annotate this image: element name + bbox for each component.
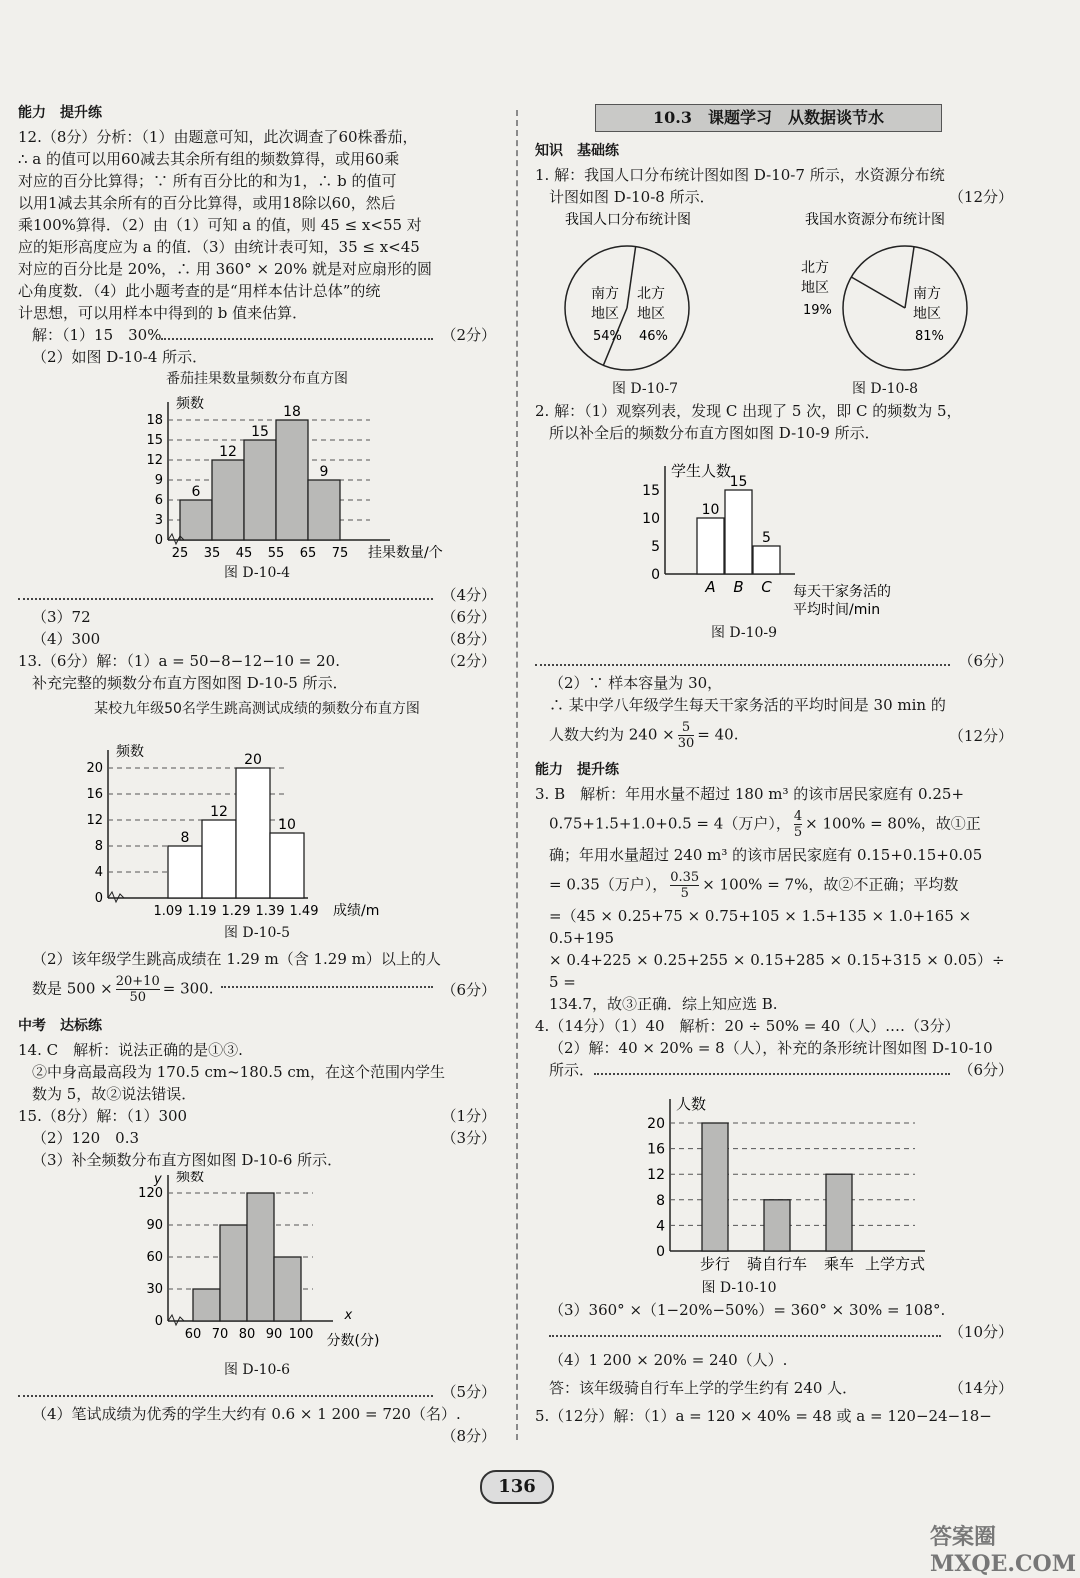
q5-line-1: 5.（12分）解：（1）a = 120 × 40% = 48 或 a = 120−24−18− (535, 1407, 992, 1425)
q13-part-2-formula (18, 974, 496, 1005)
answer-text: 解：（1）15 30% (32, 326, 162, 344)
pie-slice-value: 46% (639, 329, 668, 344)
histogram-bar (274, 1257, 301, 1321)
x-category-label: 步行 (699, 1255, 731, 1273)
y-axis-label: 学生人数 (671, 462, 732, 480)
q15-line-1 (18, 1105, 496, 1127)
formula-prefix: = 0.35（万户）， (549, 875, 668, 894)
bar-value-label: 20 (244, 752, 262, 768)
q4-part-3: （3）360° ×（1−20%−50%）= 360° × 30% = 108°. (549, 1301, 946, 1319)
y-tick-label: 4 (94, 865, 103, 880)
y-tick-label: 0 (94, 891, 103, 906)
pie-slice-edge (627, 247, 636, 308)
numerator: 5 (678, 720, 695, 736)
q12-answer-4 (18, 628, 496, 650)
figure-caption: 图 D-10-10 (701, 1280, 777, 1296)
pie-slice-label: 地区 (591, 306, 619, 322)
x-tick-label: 80 (238, 1327, 256, 1342)
y-tick-label: 15 (642, 483, 660, 499)
pie-title: 我国人口分布统计图 (565, 212, 691, 228)
pie-slice-edge (851, 277, 905, 308)
y-axis-label: 频数 (116, 744, 144, 760)
x-tick-label: 1.09 (153, 904, 183, 919)
q4-answer (535, 1377, 1013, 1399)
x-axis-label: 分数(分) (326, 1333, 380, 1349)
q15-line-4: （4）笔试成绩为优秀的学生大约有 0.6 × 1 200 = 720（名）. (32, 1405, 461, 1423)
chart-title: 某校九年级50名学生跳高测试成绩的频数分布直方图 (94, 701, 420, 717)
formula (32, 974, 213, 1005)
analysis-line: 以用1减去其余所有的百分比算得，或用18除以60，然后 (18, 194, 396, 212)
x-tick-label: 25 (171, 546, 189, 561)
bar-value-label: 8 (180, 830, 190, 846)
formula-suffix: × 100% = 7%，故②不正确；平均数 (702, 875, 959, 894)
chart-d-10-10 (535, 1081, 1013, 1281)
figure-caption: 图 D-10-4 (223, 565, 291, 581)
watermark-logo: 答案圈 MXQE.COM (930, 1524, 1077, 1577)
score-label: （6分） (441, 608, 496, 626)
analysis-line: 计思想，可以用样本中得到的 b 值来估算． (18, 304, 308, 322)
score-label: （4分） (441, 586, 496, 604)
q4-line-2: （2）解：40 × 20% = 8（人），补充的条形统计图如图 D-10-10 (549, 1039, 993, 1057)
x-tick-label: 1.19 (187, 904, 217, 919)
fraction (794, 809, 802, 840)
q1-line-1: 1. 解：我国人口分布统计图如图 D-10-7 所示，水资源分布统 (535, 166, 945, 184)
q2-line-2: 所以补全后的频数分布直方图如图 D-10-9 所示． (549, 424, 880, 442)
pie-slice-label: 南方 (913, 286, 941, 302)
formula-prefix: 0.75+1.5+1.0+0.5 = 4（万户）， (549, 814, 791, 833)
y-tick-label: 18 (146, 413, 163, 428)
x-tick-label: 65 (299, 546, 317, 561)
histogram-bar (276, 420, 308, 540)
histogram-bar (308, 480, 340, 540)
axis-break (168, 1315, 184, 1325)
q15-line-2 (18, 1127, 496, 1149)
answer-text: （4）300 (32, 630, 101, 648)
numerator: 4 (793, 809, 803, 824)
y-tick-label: 6 (154, 493, 163, 508)
pie-title: 我国水资源分布统计图 (805, 212, 945, 228)
x-tick-label: 55 (267, 546, 285, 561)
bar (764, 1200, 790, 1251)
histogram-bar (193, 1289, 220, 1321)
y-tick-label: 60 (146, 1250, 163, 1265)
score-line (18, 1425, 496, 1447)
analysis-line: 对应的百分比是 20%，∴ 用 360° × 20% 就是对应扇形的圆 (18, 260, 432, 278)
pie-slice-label: 北方 (637, 286, 665, 302)
pie-slice-label: 北方 (801, 260, 829, 276)
q14-line-2: ②中身高最高段为 170.5 cm~180.5 cm，在这个范围内学生 (32, 1063, 446, 1081)
bar (725, 490, 752, 574)
analysis-line: 对应的百分比算得；∵ 所有百分比的和为1，∴ b 的值可 (18, 172, 397, 190)
score-label: （6分） (958, 652, 1013, 670)
figure-caption: 图 D-10-8 (851, 381, 919, 397)
x-category-label: B (733, 578, 744, 596)
analysis-line: 应的矩形高度应为 a 的值．（3）由统计表可知，35 ≤ x<45 (18, 238, 420, 256)
figure-caption: 图 D-10-9 (710, 625, 778, 641)
pie-slice-value: 54% (593, 329, 622, 344)
score-label: （1分） (441, 1107, 496, 1125)
section-heading: 中考 达标练 (18, 1018, 102, 1034)
q3-line-3: 确；年用水量超过 240 m³ 的该市居民家庭有 0.15+0.15+0.05 (549, 846, 983, 864)
bar-value-label: 15 (729, 474, 748, 490)
y-tick-label: 120 (138, 1186, 163, 1201)
q12-answer-1 (18, 324, 496, 346)
y-tick-label: 0 (656, 1244, 665, 1260)
left-column (18, 100, 496, 1447)
score-label: （6分） (441, 980, 496, 999)
x-axis-label: 成绩/m (333, 903, 380, 919)
answer-text: 答：该年级骑自行车上学的学生约有 240 人． (549, 1379, 858, 1397)
y-tick-label: 12 (647, 1167, 665, 1184)
q2-line-1: 2. 解：（1）观察列表，发现 C 出现了 5 次，即 C 的频数为 5， (535, 402, 962, 420)
x-axis-name: x (344, 1308, 353, 1323)
q3-line-6: × 0.4+225 × 0.25+255 × 0.15+285 × 0.15+315 × 0.05）÷ 5 = (549, 951, 1005, 991)
bar-chart (535, 444, 1013, 622)
pie-slice-value: 81% (915, 329, 944, 344)
pie-slice-label: 南方 (591, 286, 619, 302)
histogram-bar (220, 1225, 247, 1321)
bar-value-label: 5 (762, 530, 771, 546)
q3-line-2 (535, 809, 1013, 840)
q3-line-4 (535, 870, 1013, 901)
denominator: 50 (129, 990, 147, 1005)
histogram-bar (168, 846, 202, 898)
score-label: （6分） (958, 1061, 1013, 1079)
bar-value-label: 10 (278, 817, 296, 833)
q14-line-3: 数为 5，故②说法错误． (32, 1085, 197, 1103)
histogram-chart (18, 1171, 496, 1361)
analysis-line: ∴ a 的值可以用60减去其余所有组的频数算得，或用60乘 (18, 150, 400, 168)
y-tick-label: 20 (647, 1116, 665, 1132)
y-tick-label: 0 (651, 567, 660, 583)
chart-title: 番茄挂果数量频数分布直方图 (166, 371, 348, 387)
x-tick-label: 75 (331, 546, 349, 561)
q13-line-2: 补充完整的频数分布直方图如图 D-10-5 所示． (32, 674, 348, 692)
q2-part-2c (535, 720, 1013, 751)
y-tick-label: 90 (146, 1218, 163, 1233)
y-tick-label: 30 (146, 1282, 163, 1297)
bar-value-label: 9 (319, 464, 329, 480)
y-axis-label: 频数 (176, 396, 204, 412)
score-label: （12分） (948, 188, 1013, 206)
y-tick-label: 16 (86, 787, 103, 802)
score-label: （5分） (441, 1383, 496, 1401)
x-tick-label: 45 (235, 546, 253, 561)
section-heading: 能力 提升练 (18, 105, 102, 121)
bar-value-label: 10 (701, 502, 720, 518)
bar (697, 518, 724, 574)
x-tick-label: 100 (288, 1327, 314, 1342)
figure-caption: 图 D-10-5 (223, 925, 291, 941)
score-label: （10分） (948, 1323, 1013, 1341)
pie-slice-label: 地区 (801, 280, 829, 296)
score-label: （14分） (948, 1379, 1013, 1397)
x-tick-label: 70 (211, 1327, 229, 1342)
formula-prefix: 数是 500 × (32, 979, 113, 998)
numerator: 20+10 (115, 974, 160, 989)
y-axis-label: 频数 (176, 1171, 204, 1185)
answer-text: （3）72 (32, 608, 91, 626)
q13-part-2: （2）该年级学生跳高成绩在 1.29 m（含 1.29 m）以上的人 (32, 950, 441, 968)
y-tick-label: 20 (86, 761, 103, 776)
pie-captions (535, 378, 1013, 400)
bar (753, 546, 780, 574)
formula-suffix: = 40. (697, 725, 739, 744)
axis-break (108, 892, 124, 902)
x-axis-label: 平均时间/min (793, 602, 881, 618)
formula-suffix: × 100% = 80%，故①正 (805, 814, 981, 833)
bar-value-label: 15 (251, 424, 269, 440)
score-label: （8分） (441, 1427, 496, 1445)
pie-slice-value: 19% (803, 303, 832, 318)
page-number: 136 (480, 1470, 554, 1504)
y-tick-label: 4 (656, 1218, 665, 1235)
section-header: 10.3 课题学习 从数据谈节水 (595, 104, 942, 132)
x-category-label: C (761, 578, 772, 596)
q1-line-2 (535, 186, 1013, 208)
analysis-line: 心角度数．（4）此小题考查的是“用样本估计总体”的统 (18, 282, 381, 300)
q15-line-3: （3）补全频数分布直方图如图 D-10-6 所示． (32, 1151, 343, 1169)
answer-text: （2）120 0.3 (32, 1129, 140, 1147)
numerator: 0.35 (670, 870, 700, 885)
column-divider (516, 110, 518, 1440)
x-tick-label: 35 (203, 546, 221, 561)
chart-d-10-4 (18, 368, 496, 568)
figure-caption: 图 D-10-7 (611, 381, 679, 397)
score-label: （2分） (441, 652, 496, 670)
x-tick-label: 60 (184, 1327, 202, 1342)
x-axis-label: 挂果数量/个 (368, 545, 443, 561)
section-heading: 知识 基础练 (535, 143, 619, 159)
histogram-bar (270, 833, 304, 898)
pie-charts-svg (535, 208, 1013, 378)
x-category-label: 乘车 (823, 1255, 855, 1273)
q12-answer-2: （2）如图 D-10-4 所示． (32, 348, 208, 366)
q3-line-5: =（45 × 0.25+75 × 0.75+105 × 1.5+135 × 1.0+165 × 0.5+195 (549, 907, 972, 947)
histogram-chart (18, 390, 496, 566)
x-category-label: 骑自行车 (746, 1255, 808, 1273)
y-tick-label: 8 (94, 839, 103, 854)
bar (702, 1123, 728, 1251)
x-tick-label: 90 (265, 1327, 283, 1342)
bar-value-label: 6 (191, 484, 201, 500)
section-heading: 能力 提升练 (535, 762, 619, 778)
y-axis-name: y (154, 1172, 162, 1187)
y-axis-label: 人数 (676, 1095, 707, 1113)
histogram-chart (18, 720, 496, 926)
chart-d-10-5 (18, 698, 496, 928)
q3-line-1: 3. B 解析：年用水量不超过 180 m³ 的该市居民家庭有 0.25+ (535, 785, 965, 803)
bar-value-label: 18 (283, 404, 301, 420)
chart-d-10-9 (535, 444, 1013, 622)
y-tick-label: 3 (154, 513, 163, 528)
answer-text: 13.（6分）解：（1）a = 50−8−12−10 = 20. (18, 652, 340, 670)
y-tick-label: 12 (146, 453, 163, 468)
score-label: （8分） (441, 630, 496, 648)
score-label: （3分） (441, 1129, 496, 1147)
y-tick-label: 10 (642, 511, 660, 527)
q14-line-1: 14. C 解析：说法正确的是①③. (18, 1041, 243, 1059)
q4-part-4: （4）1 200 × 20% = 240（人）. (549, 1351, 788, 1369)
pie-slice-label: 地区 (913, 306, 941, 322)
q4-line-1: 4.（14分）（1）40 解析：20 ÷ 50% = 40（人）.…（3分） (535, 1017, 960, 1035)
q3-line-7: 134.7，故③正确．综上知应选 B. (549, 995, 778, 1013)
bar (826, 1174, 852, 1251)
answer-text: 计图如图 D-10-8 所示． (549, 188, 715, 206)
histogram-bar (202, 820, 236, 898)
answer-text: 15.（8分）解：（1）300 (18, 1107, 188, 1125)
score-line (18, 1381, 496, 1403)
x-axis-label: 上学方式 (865, 1255, 926, 1273)
bar-value-label: 12 (210, 804, 228, 820)
q4-line-3 (535, 1059, 1013, 1081)
y-tick-label: 5 (651, 539, 660, 555)
figure-caption: 图 D-10-6 (223, 1362, 291, 1378)
x-tick-label: 1.29 (221, 904, 251, 919)
x-axis-label: 每天干家务活的 (793, 584, 891, 600)
bar-value-label: 12 (219, 444, 237, 460)
formula (549, 720, 739, 751)
fraction (678, 720, 695, 751)
x-tick-label: 1.49 (289, 904, 319, 919)
y-tick-label: 8 (656, 1192, 665, 1209)
score-line (535, 650, 1013, 672)
chart-d-10-6 (18, 1171, 496, 1361)
q12-analysis (18, 126, 496, 324)
histogram-bar (180, 500, 212, 540)
q12-answer-3 (18, 606, 496, 628)
q13-line-1 (18, 650, 496, 672)
score-label: （2分） (441, 326, 496, 344)
bar-chart (535, 1081, 1013, 1281)
y-tick-label: 12 (86, 813, 103, 828)
denominator: 30 (677, 736, 695, 751)
denominator: 5 (680, 886, 689, 901)
histogram-bar (247, 1193, 274, 1321)
histogram-bar (212, 460, 244, 540)
y-tick-label: 16 (647, 1141, 665, 1158)
formula-prefix: 人数大约为 240 × (549, 725, 675, 744)
x-category-label: A (705, 578, 716, 596)
q2-part-2b: ∴ 某中学八年级学生每天干家务活的平均时间是 30 min 的 (549, 696, 946, 714)
analysis-line: 乘100%算得．（2）由（1）可知 a 的值，则 45 ≤ x<55 对 (18, 216, 422, 234)
formula-suffix: = 300. (162, 979, 214, 998)
analysis-line: 12.（8分）分析：（1）由题意可知，此次调查了60株番茄， (18, 128, 418, 146)
answer-text: 所示． (549, 1061, 595, 1079)
score-line (18, 584, 496, 606)
y-tick-label: 0 (154, 1314, 163, 1329)
pie-slice-label: 地区 (637, 306, 665, 322)
score-label: （12分） (948, 726, 1013, 745)
fraction (670, 870, 699, 901)
y-tick-label: 9 (154, 473, 163, 488)
score-line (535, 1321, 1013, 1343)
y-tick-label: 0 (154, 533, 163, 548)
q2-part-2a: （2）∵ 样本容量为 30， (549, 674, 723, 692)
y-tick-label: 15 (146, 433, 163, 448)
denominator: 5 (793, 825, 803, 840)
histogram-bar (236, 768, 270, 898)
right-column (535, 100, 1013, 1427)
histogram-bar (244, 440, 276, 540)
pie-charts (535, 208, 1013, 378)
x-tick-label: 1.39 (255, 904, 285, 919)
fraction (116, 974, 160, 1005)
